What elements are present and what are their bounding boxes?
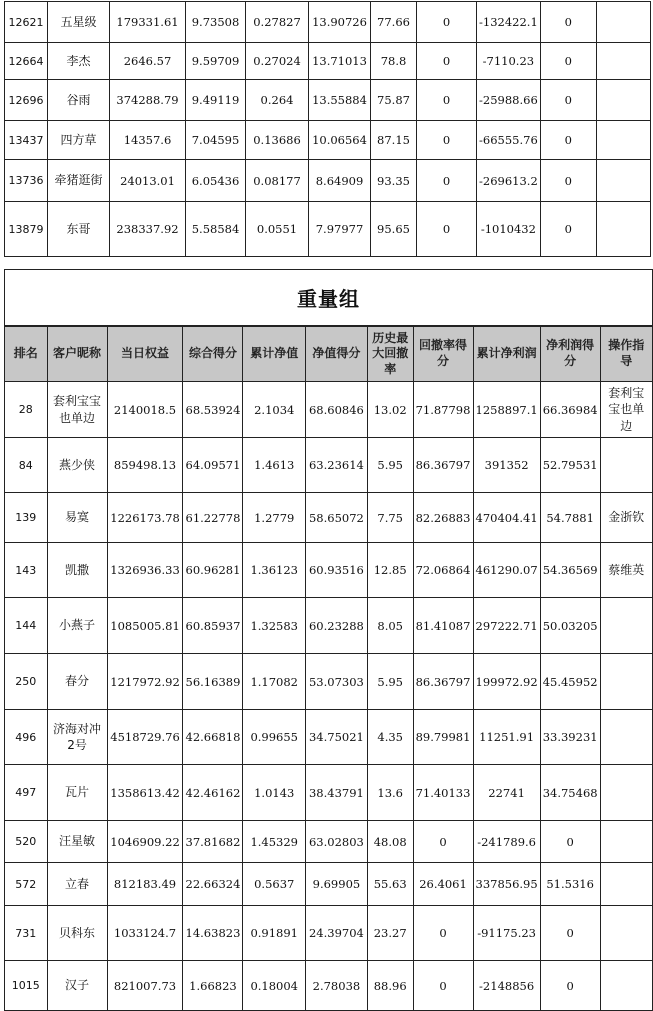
header-row: [5, 326, 653, 382]
cell-max-drawdown: 5.95: [367, 438, 413, 493]
cell-composite: 60.85937: [183, 598, 243, 654]
cell-nav: 2.1034: [243, 382, 306, 438]
cell-drawdown-score: 86.36797: [413, 438, 473, 493]
cell-net-profit: -2148856: [473, 961, 540, 1011]
cell-operation: 套利宝宝也单边: [600, 382, 652, 438]
cell-nav-score: 24.39704: [305, 906, 367, 961]
cell-equity: 4518729.76: [107, 710, 183, 765]
cell-operation: 金浙钦: [600, 493, 652, 543]
cell-drawdown-score: 71.87798: [413, 382, 473, 438]
cell-nav: 0.91891: [243, 906, 306, 961]
table-row: [5, 2, 651, 43]
table-row: [5, 438, 653, 493]
cell-profit-score: 0: [540, 80, 596, 121]
table-row: [5, 382, 653, 438]
header-net-profit: 累计净利润: [473, 326, 540, 382]
cell-composite: 5.58584: [186, 202, 246, 257]
cell-drawdown-score: 0: [417, 80, 477, 121]
cell-rank: 12696: [5, 80, 48, 121]
cell-composite: 9.59709: [186, 43, 246, 80]
cell-name: 套利宝宝也单边: [47, 382, 107, 438]
cell-max-drawdown: 13.6: [367, 765, 413, 821]
cell-operation: [596, 121, 650, 160]
table-row: [5, 80, 651, 121]
cell-nav-score: 38.43791: [305, 765, 367, 821]
table-row: [5, 961, 653, 1011]
cell-operation: [596, 202, 650, 257]
cell-composite: 7.04595: [186, 121, 246, 160]
cell-net-profit: -241789.6: [473, 821, 540, 863]
cell-profit-score: 45.45952: [540, 654, 600, 710]
table-row: [5, 765, 653, 821]
cell-operation: [596, 2, 650, 43]
cell-rank: 28: [5, 382, 48, 438]
cell-equity: 1046909.22: [107, 821, 183, 863]
cell-max-drawdown: 55.63: [367, 863, 413, 906]
cell-profit-score: 0: [540, 43, 596, 80]
cell-composite: 37.81682: [183, 821, 243, 863]
cell-name: 李杰: [48, 43, 110, 80]
cell-rank: 520: [5, 821, 48, 863]
cell-max-drawdown: 77.66: [371, 2, 417, 43]
header-drawdown-score: 回撤率得分: [413, 326, 473, 382]
cell-nav-score: 63.02803: [305, 821, 367, 863]
cell-operation: [600, 598, 652, 654]
cell-nav-score: 10.06564: [309, 121, 371, 160]
cell-composite: 42.66818: [183, 710, 243, 765]
cell-name: 牵猪逛街: [48, 160, 110, 202]
cell-profit-score: 0: [540, 906, 600, 961]
cell-nav-score: 53.07303: [305, 654, 367, 710]
cell-max-drawdown: 75.87: [371, 80, 417, 121]
cell-equity: 1085005.81: [107, 598, 183, 654]
cell-operation: [596, 160, 650, 202]
cell-rank: 13879: [5, 202, 48, 257]
cell-operation: [600, 765, 652, 821]
heavy-group-title-row: [5, 270, 653, 327]
cell-drawdown-score: 0: [417, 2, 477, 43]
cell-name: 贝科东: [47, 906, 107, 961]
cell-profit-score: 0: [540, 121, 596, 160]
table-row: [5, 710, 653, 765]
cell-equity: 859498.13: [107, 438, 183, 493]
header-operation: 操作指导: [600, 326, 652, 382]
cell-equity: 179331.61: [110, 2, 186, 43]
cell-name: 汪星敏: [47, 821, 107, 863]
cell-drawdown-score: 82.26883: [413, 493, 473, 543]
cell-rank: 497: [5, 765, 48, 821]
table-row: [5, 598, 653, 654]
cell-operation: [596, 80, 650, 121]
cell-net-profit: -7110.23: [477, 43, 541, 80]
cell-net-profit: 1258897.1: [473, 382, 540, 438]
cell-nav: 0.0551: [246, 202, 309, 257]
cell-equity: 812183.49: [107, 863, 183, 906]
cell-net-profit: 461290.07: [473, 543, 540, 598]
cell-net-profit: -66555.76: [477, 121, 541, 160]
cell-operation: [600, 906, 652, 961]
cell-max-drawdown: 87.15: [371, 121, 417, 160]
cell-composite: 9.73508: [186, 2, 246, 43]
cell-drawdown-score: 89.79981: [413, 710, 473, 765]
cell-nav-score: 13.55884: [309, 80, 371, 121]
cell-drawdown-score: 71.40133: [413, 765, 473, 821]
cell-equity: 1358613.42: [107, 765, 183, 821]
cell-drawdown-score: 0: [417, 121, 477, 160]
cell-rank: 12664: [5, 43, 48, 80]
table-row: [5, 906, 653, 961]
header-profit-score: 净利润得分: [540, 326, 600, 382]
header-name: 客户昵称: [47, 326, 107, 382]
cell-nav: 0.27827: [246, 2, 309, 43]
cell-nav: 1.2779: [243, 493, 306, 543]
cell-composite: 56.16389: [183, 654, 243, 710]
cell-net-profit: 22741: [473, 765, 540, 821]
cell-profit-score: 54.36569: [540, 543, 600, 598]
cell-max-drawdown: 13.02: [367, 382, 413, 438]
cell-max-drawdown: 4.35: [367, 710, 413, 765]
cell-profit-score: 34.75468: [540, 765, 600, 821]
cell-net-profit: -1010432: [477, 202, 541, 257]
cell-name: 五星级: [48, 2, 110, 43]
cell-nav-score: 13.71013: [309, 43, 371, 80]
header-rank: 排名: [5, 326, 48, 382]
cell-name: 易寞: [47, 493, 107, 543]
cell-max-drawdown: 78.8: [371, 43, 417, 80]
cell-composite: 42.46162: [183, 765, 243, 821]
cell-rank: 13437: [5, 121, 48, 160]
cell-drawdown-score: 81.41087: [413, 598, 473, 654]
cell-profit-score: 52.79531: [540, 438, 600, 493]
cell-composite: 6.05436: [186, 160, 246, 202]
cell-equity: 1033124.7: [107, 906, 183, 961]
cell-nav: 0.264: [246, 80, 309, 121]
cell-drawdown-score: 72.06864: [413, 543, 473, 598]
cell-nav: 1.32583: [243, 598, 306, 654]
cell-nav: 0.99655: [243, 710, 306, 765]
cell-net-profit: -91175.23: [473, 906, 540, 961]
cell-nav-score: 60.93516: [305, 543, 367, 598]
cell-name: 汉子: [47, 961, 107, 1011]
heavy-group-title-cell: [5, 270, 653, 327]
top-ranking-table: [4, 1, 651, 257]
cell-profit-score: 54.7881: [540, 493, 600, 543]
header-max-drawdown: 历史最大回撤率: [367, 326, 413, 382]
table-row: [5, 121, 651, 160]
cell-drawdown-score: 0: [417, 160, 477, 202]
cell-max-drawdown: 88.96: [367, 961, 413, 1011]
cell-max-drawdown: 8.05: [367, 598, 413, 654]
cell-composite: 61.22778: [183, 493, 243, 543]
cell-drawdown-score: 0: [413, 821, 473, 863]
table-row: [5, 543, 653, 598]
cell-composite: 1.66823: [183, 961, 243, 1011]
cell-equity: 1226173.78: [107, 493, 183, 543]
cell-nav-score: 34.75021: [305, 710, 367, 765]
cell-composite: 9.49119: [186, 80, 246, 121]
cell-profit-score: 0: [540, 160, 596, 202]
cell-nav-score: 7.97977: [309, 202, 371, 257]
cell-nav-score: 13.90726: [309, 2, 371, 43]
cell-composite: 60.96281: [183, 543, 243, 598]
cell-operation: [600, 654, 652, 710]
cell-drawdown-score: 26.4061: [413, 863, 473, 906]
cell-net-profit: -269613.2: [477, 160, 541, 202]
cell-name: 春分: [47, 654, 107, 710]
cell-drawdown-score: 0: [417, 202, 477, 257]
cell-profit-score: 51.5316: [540, 863, 600, 906]
cell-nav-score: 8.64909: [309, 160, 371, 202]
cell-profit-score: 0: [540, 202, 596, 257]
cell-net-profit: 470404.41: [473, 493, 540, 543]
cell-rank: 572: [5, 863, 48, 906]
cell-nav: 1.0143: [243, 765, 306, 821]
cell-name: 凯撒: [47, 543, 107, 598]
header-equity: 当日权益: [107, 326, 183, 382]
cell-profit-score: 50.03205: [540, 598, 600, 654]
cell-profit-score: 0: [540, 2, 596, 43]
cell-rank: 1015: [5, 961, 48, 1011]
cell-equity: 238337.92: [110, 202, 186, 257]
cell-name: 瓦片: [47, 765, 107, 821]
cell-nav-score: 58.65072: [305, 493, 367, 543]
cell-nav-score: 60.23288: [305, 598, 367, 654]
cell-composite: 14.63823: [183, 906, 243, 961]
table-row: [5, 821, 653, 863]
cell-equity: 2140018.5: [107, 382, 183, 438]
cell-equity: 24013.01: [110, 160, 186, 202]
cell-composite: 22.66324: [183, 863, 243, 906]
cell-max-drawdown: 48.08: [367, 821, 413, 863]
cell-max-drawdown: 95.65: [371, 202, 417, 257]
cell-equity: 1217972.92: [107, 654, 183, 710]
table-row: [5, 863, 653, 906]
cell-name: 济海对冲2号: [47, 710, 107, 765]
cell-net-profit: -25988.66: [477, 80, 541, 121]
cell-operation: 蔡维英: [600, 543, 652, 598]
cell-nav: 0.08177: [246, 160, 309, 202]
cell-profit-score: 0: [540, 961, 600, 1011]
cell-profit-score: 0: [540, 821, 600, 863]
cell-net-profit: 11251.91: [473, 710, 540, 765]
cell-operation: [600, 710, 652, 765]
cell-max-drawdown: 5.95: [367, 654, 413, 710]
cell-nav: 1.45329: [243, 821, 306, 863]
cell-nav-score: 2.78038: [305, 961, 367, 1011]
cell-operation: [600, 961, 652, 1011]
cell-profit-score: 66.36984: [540, 382, 600, 438]
cell-nav: 1.17082: [243, 654, 306, 710]
cell-equity: 821007.73: [107, 961, 183, 1011]
heavy-table-body: [5, 382, 653, 1011]
cell-name: 小燕子: [47, 598, 107, 654]
cell-net-profit: -132422.1: [477, 2, 541, 43]
cell-name: 东哥: [48, 202, 110, 257]
cell-rank: 144: [5, 598, 48, 654]
cell-name: 燕少侠: [47, 438, 107, 493]
table-row: [5, 160, 651, 202]
cell-max-drawdown: 12.85: [367, 543, 413, 598]
cell-name: 谷雨: [48, 80, 110, 121]
cell-nav: 0.13686: [246, 121, 309, 160]
header-nav: 累计净值: [243, 326, 306, 382]
heavy-group-table: [4, 269, 653, 1011]
cell-rank: 731: [5, 906, 48, 961]
cell-drawdown-score: 0: [413, 906, 473, 961]
cell-equity: 14357.6: [110, 121, 186, 160]
cell-net-profit: 391352: [473, 438, 540, 493]
table-row: [5, 493, 653, 543]
cell-net-profit: 199972.92: [473, 654, 540, 710]
cell-operation: [600, 863, 652, 906]
cell-drawdown-score: 86.36797: [413, 654, 473, 710]
cell-nav: 1.4613: [243, 438, 306, 493]
cell-rank: 13736: [5, 160, 48, 202]
cell-rank: 250: [5, 654, 48, 710]
cell-drawdown-score: 0: [413, 961, 473, 1011]
cell-composite: 64.09571: [183, 438, 243, 493]
cell-rank: 496: [5, 710, 48, 765]
top-table-body: [5, 2, 651, 257]
cell-rank: 143: [5, 543, 48, 598]
cell-net-profit: 337856.95: [473, 863, 540, 906]
cell-composite: 68.53924: [183, 382, 243, 438]
header-composite: 综合得分: [183, 326, 243, 382]
cell-operation: [600, 438, 652, 493]
heavy-group-title: 重量组: [297, 287, 360, 311]
cell-operation: [600, 821, 652, 863]
cell-name: 立春: [47, 863, 107, 906]
cell-nav: 0.5637: [243, 863, 306, 906]
cell-equity: 2646.57: [110, 43, 186, 80]
cell-nav: 0.27024: [246, 43, 309, 80]
cell-max-drawdown: 7.75: [367, 493, 413, 543]
cell-max-drawdown: 93.35: [371, 160, 417, 202]
cell-nav-score: 9.69905: [305, 863, 367, 906]
cell-name: 四方草: [48, 121, 110, 160]
table-row: [5, 202, 651, 257]
cell-nav-score: 63.23614: [305, 438, 367, 493]
cell-nav: 0.18004: [243, 961, 306, 1011]
cell-profit-score: 33.39231: [540, 710, 600, 765]
cell-rank: 84: [5, 438, 48, 493]
cell-equity: 374288.79: [110, 80, 186, 121]
cell-rank: 139: [5, 493, 48, 543]
cell-drawdown-score: 0: [417, 43, 477, 80]
table-row: [5, 654, 653, 710]
cell-operation: [596, 43, 650, 80]
table-row: [5, 43, 651, 80]
cell-net-profit: 297222.71: [473, 598, 540, 654]
cell-nav: 1.36123: [243, 543, 306, 598]
cell-max-drawdown: 23.27: [367, 906, 413, 961]
cell-nav-score: 68.60846: [305, 382, 367, 438]
header-nav-score: 净值得分: [305, 326, 367, 382]
cell-equity: 1326936.33: [107, 543, 183, 598]
cell-rank: 12621: [5, 2, 48, 43]
